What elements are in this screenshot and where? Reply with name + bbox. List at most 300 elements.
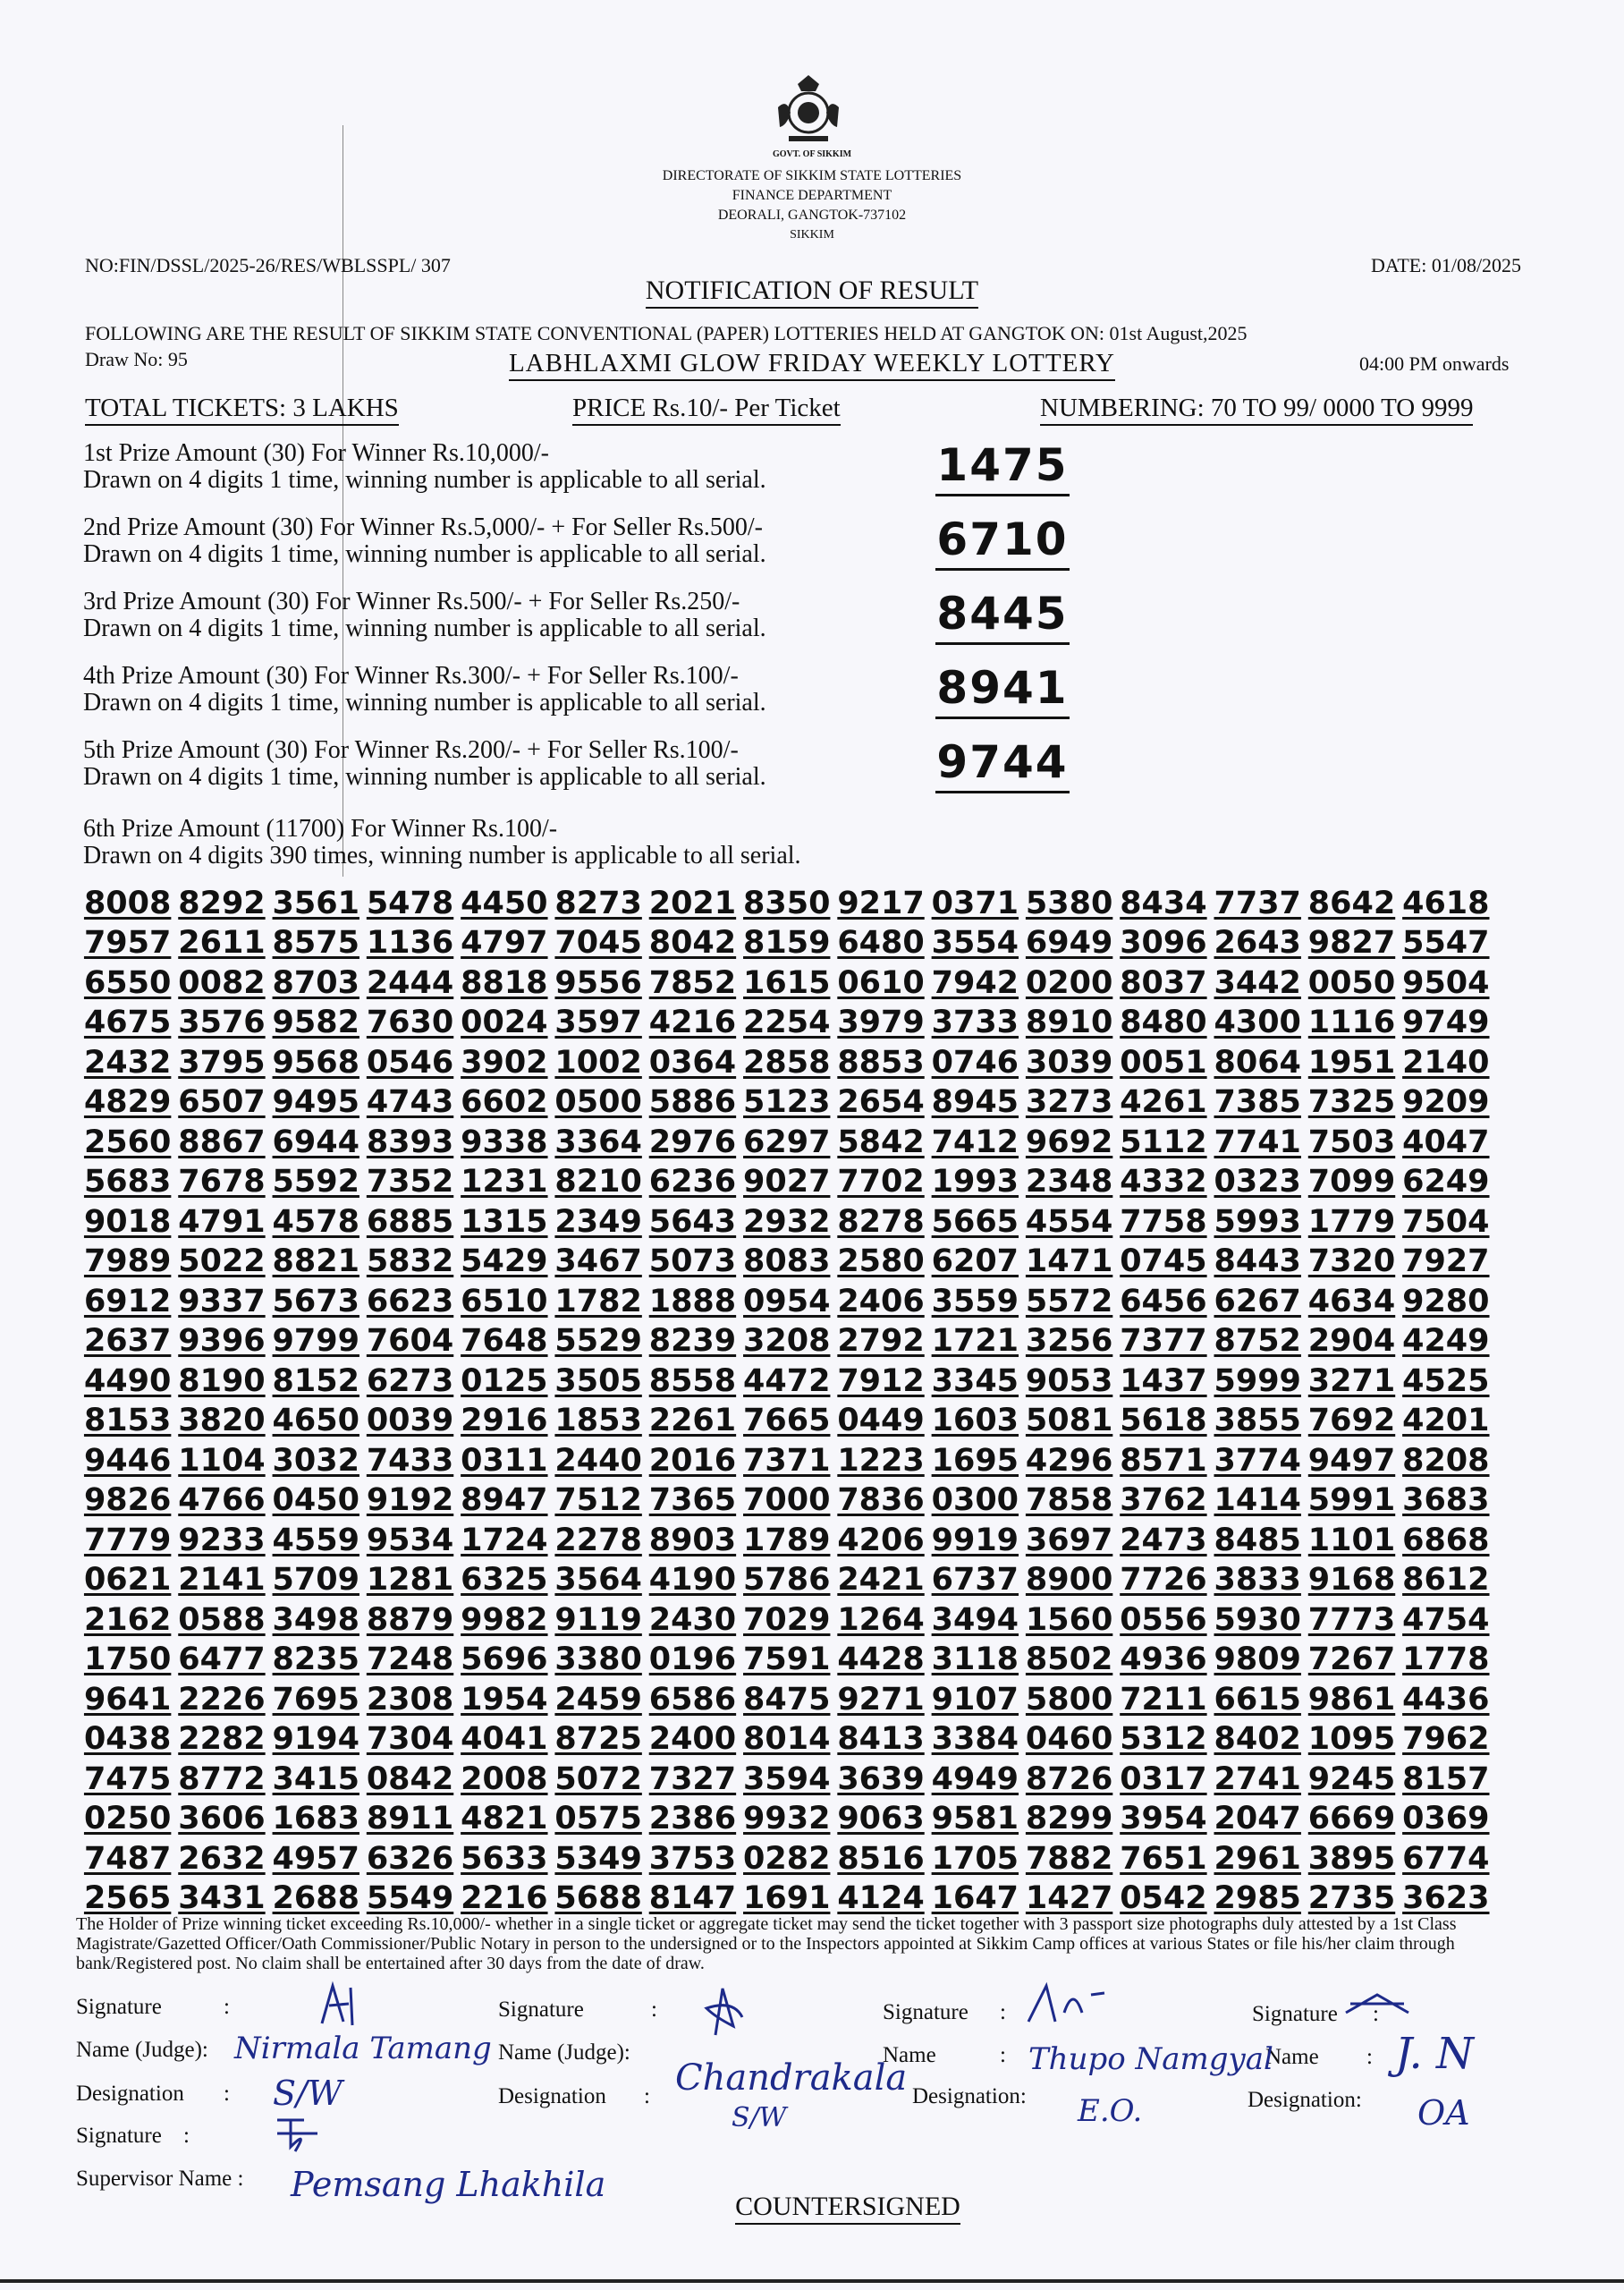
winning-number: 1683 xyxy=(272,1801,359,1836)
winning-number: 2611 xyxy=(178,925,266,961)
designation-label-3: Designation: xyxy=(912,2084,1027,2108)
winning-number: 6510 xyxy=(461,1283,548,1319)
winning-number: 8350 xyxy=(743,885,831,921)
winning-number: 1136 xyxy=(366,925,454,961)
winning-number: 2632 xyxy=(178,1840,266,1877)
winning-number: 4450 xyxy=(461,885,548,921)
winning-number: 3380 xyxy=(554,1641,642,1677)
winning-number: 2254 xyxy=(743,1005,831,1040)
prize-3-amount: 3rd Prize Amount (30) For Winner Rs.500/- + For Seller Rs.250/- xyxy=(83,588,740,615)
winning-number: 8443 xyxy=(1214,1243,1301,1279)
winning-number: 8821 xyxy=(272,1243,359,1279)
winning-number: 7512 xyxy=(554,1482,642,1518)
winning-number: 4754 xyxy=(1402,1601,1490,1638)
winning-number: 1281 xyxy=(366,1562,454,1598)
winning-number: 7504 xyxy=(1402,1203,1490,1240)
number-row xyxy=(80,1479,1493,1519)
winning-number: 3494 xyxy=(931,1601,1019,1638)
winning-number: 1778 xyxy=(1402,1641,1490,1677)
winning-number: 7433 xyxy=(366,1442,454,1479)
winning-number: 0449 xyxy=(837,1403,925,1438)
winning-number: 7325 xyxy=(1307,1084,1396,1120)
winning-number: 5786 xyxy=(743,1562,831,1598)
winning-number: 3954 xyxy=(1120,1801,1207,1836)
winning-number: 3096 xyxy=(1120,925,1207,961)
winning-number: 4296 xyxy=(1025,1442,1113,1479)
winning-number: 4578 xyxy=(272,1203,359,1240)
draw-number: Draw No: 95 xyxy=(85,348,188,370)
countersigned-wrap xyxy=(0,2192,1624,2222)
winning-number: 1560 xyxy=(1025,1601,1113,1638)
number-row xyxy=(80,1040,1493,1081)
winning-number: 2741 xyxy=(1214,1760,1301,1797)
winning-number: 3606 xyxy=(178,1801,266,1836)
notice-date: DATE: 01/08/2025 xyxy=(1371,254,1522,276)
winning-number: 6267 xyxy=(1214,1283,1301,1319)
winning-number: 8083 xyxy=(743,1243,831,1279)
winning-number: 1615 xyxy=(743,964,831,1001)
winning-number: 7377 xyxy=(1120,1323,1207,1359)
winning-number: 8752 xyxy=(1214,1323,1301,1359)
winning-number: 6774 xyxy=(1402,1840,1490,1877)
winning-number: 5081 xyxy=(1025,1403,1113,1438)
sig-label-3: Signature xyxy=(883,2000,968,2024)
winning-number: 8818 xyxy=(461,964,548,1001)
winning-number: 5696 xyxy=(461,1641,548,1677)
winning-number: 0282 xyxy=(743,1840,831,1877)
winning-number: 1954 xyxy=(461,1681,548,1718)
winning-number: 7651 xyxy=(1120,1840,1207,1877)
winning-number: 4634 xyxy=(1307,1283,1396,1319)
winning-number: 8147 xyxy=(648,1880,737,1916)
winning-number: 7648 xyxy=(461,1323,548,1359)
winning-number: 4650 xyxy=(272,1403,359,1438)
winning-number: 5993 xyxy=(1214,1203,1301,1240)
winning-number: 2444 xyxy=(366,964,454,1001)
judge1-name-handwritten: Nirmala Tamang xyxy=(234,2031,492,2066)
number-row xyxy=(80,1200,1493,1240)
winning-number: 8157 xyxy=(1402,1760,1490,1797)
winning-number: 7695 xyxy=(272,1681,359,1718)
winning-number: 7692 xyxy=(1307,1403,1396,1438)
winning-number: 0369 xyxy=(1402,1801,1490,1836)
winning-number: 7604 xyxy=(366,1323,454,1359)
winning-number: 4525 xyxy=(1402,1362,1490,1399)
winning-number: 4743 xyxy=(366,1084,454,1120)
winning-number: 7773 xyxy=(1307,1601,1396,1638)
winning-number: 8402 xyxy=(1214,1721,1301,1757)
winning-number: 0196 xyxy=(648,1641,737,1677)
number-row xyxy=(80,1160,1493,1200)
winning-number: 2140 xyxy=(1402,1044,1490,1081)
winning-number: 5991 xyxy=(1307,1482,1396,1518)
winning-number: 5478 xyxy=(366,885,454,921)
judge1-desig-handwritten: S/W xyxy=(273,2074,343,2113)
winning-number: 2021 xyxy=(648,885,737,921)
winning-number: 2226 xyxy=(178,1681,266,1718)
winning-number: 3271 xyxy=(1307,1362,1396,1399)
winning-number: 5572 xyxy=(1025,1283,1113,1319)
winning-number: 2278 xyxy=(554,1522,642,1558)
number-row xyxy=(80,1319,1493,1360)
winning-number: 7248 xyxy=(366,1641,454,1677)
winning-number: 2473 xyxy=(1120,1522,1207,1558)
winning-number: 6586 xyxy=(648,1681,737,1718)
winning-number: 2792 xyxy=(837,1323,925,1359)
winning-number: 2654 xyxy=(837,1084,925,1120)
winning-number: 8037 xyxy=(1120,964,1207,1001)
winning-number: 5665 xyxy=(931,1203,1019,1240)
winning-number: 2421 xyxy=(837,1562,925,1598)
winning-number: 1853 xyxy=(554,1403,642,1438)
winning-number: 2580 xyxy=(837,1243,925,1279)
winning-number: 8475 xyxy=(743,1681,831,1718)
number-row xyxy=(80,1718,1493,1758)
signature-scribble-4 xyxy=(1341,1986,1413,2022)
designation-colon-2: : xyxy=(644,2084,650,2108)
winning-number: 0039 xyxy=(366,1403,454,1438)
winning-number: 1315 xyxy=(461,1203,548,1240)
winning-number: 6868 xyxy=(1402,1522,1490,1558)
winning-number: 1414 xyxy=(1214,1482,1301,1518)
claim-instructions: The Holder of Prize winning ticket exceeding Rs.10,000/- whether in a single ticket or aggregate ticket may send the ticket together with 3 passport size photographs duly attested by a 1st Class Magistrate/Gazetted Officer/Oath Commissioner/Public Notary in person to the undersigned or to the Inspectors appointed at Sikkim Camp offices at various States or file his/her claim through bank/Registered post. No claim shall be entertained after 30 days from the date of draw. xyxy=(76,1914,1457,1973)
winning-number: 2637 xyxy=(83,1323,172,1359)
winning-number: 9827 xyxy=(1307,925,1396,961)
winning-number: 0745 xyxy=(1120,1243,1207,1279)
winning-number: 2349 xyxy=(554,1203,642,1240)
winning-number: 8910 xyxy=(1025,1005,1113,1040)
winning-number: 9534 xyxy=(366,1522,454,1558)
prize-1-rule: Drawn on 4 digits 1 time, winning number is applicable to all serial. xyxy=(83,466,766,494)
winning-number: 3415 xyxy=(272,1760,359,1797)
winning-number: 4124 xyxy=(837,1880,925,1916)
winning-number: 7741 xyxy=(1214,1124,1301,1160)
winning-number: 1721 xyxy=(931,1323,1019,1359)
winning-number: 8190 xyxy=(178,1362,266,1399)
winning-number: 6949 xyxy=(1025,925,1113,961)
winning-number: 3902 xyxy=(461,1044,548,1081)
prize-6-number-grid xyxy=(80,881,1493,1916)
org-line-4: SIKKIM xyxy=(790,228,834,242)
winning-number: 8208 xyxy=(1402,1442,1490,1479)
number-row xyxy=(80,1797,1493,1837)
name-colon-4: : xyxy=(1366,2045,1373,2069)
winning-number: 8903 xyxy=(648,1522,737,1558)
winning-number: 7385 xyxy=(1214,1084,1301,1120)
desig4-handwritten: OA xyxy=(1417,2093,1470,2133)
sig-label-4: Signature xyxy=(1252,2002,1338,2026)
winning-number: 0300 xyxy=(931,1482,1019,1518)
winning-number: 8945 xyxy=(931,1084,1019,1120)
signature-scribble-1 xyxy=(313,1979,367,2032)
winning-number: 9396 xyxy=(178,1323,266,1359)
winning-number: 9556 xyxy=(554,964,642,1001)
winning-number: 9749 xyxy=(1402,1005,1490,1040)
winning-number: 3697 xyxy=(1025,1522,1113,1558)
winning-number: 2308 xyxy=(366,1681,454,1718)
winning-number: 7882 xyxy=(1025,1840,1113,1877)
bottom-edge xyxy=(0,2279,1624,2283)
winning-number: 4618 xyxy=(1402,885,1490,921)
winning-number: 8153 xyxy=(83,1403,172,1438)
winning-number: 3118 xyxy=(931,1641,1019,1677)
winning-number: 5683 xyxy=(83,1164,172,1200)
winning-number: 7412 xyxy=(931,1124,1019,1160)
number-row xyxy=(80,1399,1493,1439)
winning-number: 2216 xyxy=(461,1880,548,1916)
prize-1-number: 1475 xyxy=(935,437,1070,496)
number-row xyxy=(80,1120,1493,1160)
winning-number: 8008 xyxy=(83,885,172,921)
winning-number: 8485 xyxy=(1214,1522,1301,1558)
winning-number: 3505 xyxy=(554,1362,642,1399)
number-row xyxy=(80,1877,1493,1917)
winning-number: 1101 xyxy=(1307,1522,1396,1558)
winning-number: 2282 xyxy=(178,1721,266,1757)
winning-number: 3442 xyxy=(1214,964,1301,1001)
winning-number: 5312 xyxy=(1120,1721,1207,1757)
winning-number: 0050 xyxy=(1307,964,1396,1001)
winning-number: 2688 xyxy=(272,1880,359,1916)
winning-number: 8480 xyxy=(1120,1005,1207,1040)
prize-5-amount: 5th Prize Amount (30) For Winner Rs.200/- + For Seller Rs.100/- xyxy=(83,736,739,764)
number-row xyxy=(80,881,1493,921)
winning-number: 3833 xyxy=(1214,1562,1301,1598)
winning-number: 3979 xyxy=(837,1005,925,1040)
winning-number: 6669 xyxy=(1307,1801,1396,1836)
winning-number: 2560 xyxy=(83,1124,172,1160)
winning-number: 8502 xyxy=(1025,1641,1113,1677)
winning-number: 3561 xyxy=(272,885,359,921)
winning-number: 3733 xyxy=(931,1005,1019,1040)
winning-number: 2858 xyxy=(743,1044,831,1081)
winning-number: 7029 xyxy=(743,1601,831,1638)
judge2-desig-handwritten: S/W xyxy=(732,2102,787,2133)
winning-number: 7475 xyxy=(83,1760,172,1797)
sig-colon-supervisor: : xyxy=(183,2124,190,2148)
winning-number: 8725 xyxy=(554,1721,642,1757)
winning-number: 1779 xyxy=(1307,1203,1396,1240)
winning-number: 9338 xyxy=(461,1124,548,1160)
winning-number: 6737 xyxy=(931,1562,1019,1598)
sig-label-supervisor: Signature xyxy=(76,2124,162,2148)
winning-number: 6297 xyxy=(743,1124,831,1160)
winning-number: 1705 xyxy=(931,1840,1019,1877)
winning-number: 8642 xyxy=(1307,885,1396,921)
winning-number: 8703 xyxy=(272,964,359,1001)
winning-number: 9233 xyxy=(178,1522,266,1558)
sig-colon-3: : xyxy=(1000,2000,1006,2024)
winning-number: 4957 xyxy=(272,1840,359,1877)
winning-number: 9280 xyxy=(1402,1283,1490,1319)
winning-number: 0250 xyxy=(83,1801,172,1836)
winning-number: 2047 xyxy=(1214,1801,1301,1836)
name-label-3: Name xyxy=(883,2043,936,2067)
winning-number: 7678 xyxy=(178,1164,266,1200)
winning-number: 5022 xyxy=(178,1243,266,1279)
winning-number: 1993 xyxy=(931,1164,1019,1200)
winning-number: 6207 xyxy=(931,1243,1019,1279)
winning-number: 2162 xyxy=(83,1601,172,1638)
org-line-1: DIRECTORATE OF SIKKIM STATE LOTTERIES xyxy=(662,168,962,183)
signature-scribble-5 xyxy=(268,2111,331,2156)
winning-number: 9861 xyxy=(1307,1681,1396,1718)
winning-number: 3256 xyxy=(1025,1323,1113,1359)
winning-number: 4949 xyxy=(931,1760,1019,1797)
winning-number: 7304 xyxy=(366,1721,454,1757)
winning-number: 4206 xyxy=(837,1522,925,1558)
reference-number: NO:FIN/DSSL/2025-26/RES/WBLSSPL/ 307 xyxy=(85,254,451,276)
org-line-2: FINANCE DEPARTMENT xyxy=(732,188,892,203)
winning-number: 7665 xyxy=(743,1403,831,1438)
winning-number: 2406 xyxy=(837,1283,925,1319)
winning-number: 9194 xyxy=(272,1721,359,1757)
winning-number: 8239 xyxy=(648,1323,737,1359)
winning-number: 8210 xyxy=(554,1164,642,1200)
winning-number: 0450 xyxy=(272,1482,359,1518)
winning-number: 1002 xyxy=(554,1044,642,1081)
winning-number: 5429 xyxy=(461,1243,548,1279)
notice-title: NOTIFICATION OF RESULT xyxy=(646,276,978,309)
winning-number: 9504 xyxy=(1402,964,1490,1001)
prize-3-rule: Drawn on 4 digits 1 time, winning number is applicable to all serial. xyxy=(83,615,766,642)
winning-number: 3039 xyxy=(1025,1044,1113,1081)
winning-number: 2430 xyxy=(648,1601,737,1638)
winning-number: 8014 xyxy=(743,1721,831,1757)
winning-number: 4436 xyxy=(1402,1681,1490,1718)
winning-number: 3895 xyxy=(1307,1840,1396,1877)
winning-number: 5549 xyxy=(366,1880,454,1916)
winning-number: 3820 xyxy=(178,1403,266,1438)
winning-number: 9919 xyxy=(931,1522,1019,1558)
winning-number: 2985 xyxy=(1214,1880,1301,1916)
winning-number: 4490 xyxy=(83,1362,172,1399)
prize-4-number: 8941 xyxy=(935,659,1070,719)
winning-number: 0546 xyxy=(366,1044,454,1081)
prize-2-amount: 2nd Prize Amount (30) For Winner Rs.5,000/- + For Seller Rs.500/- xyxy=(83,513,763,541)
winning-number: 8292 xyxy=(178,885,266,921)
winning-number: 7267 xyxy=(1307,1641,1396,1677)
number-row xyxy=(80,1677,1493,1718)
designation-label-1: Designation xyxy=(76,2082,184,2106)
designation-label-4: Designation: xyxy=(1248,2088,1362,2112)
winning-number: 9337 xyxy=(178,1283,266,1319)
winning-number: 5673 xyxy=(272,1283,359,1319)
winning-number: 3597 xyxy=(554,1005,642,1040)
winning-number: 2141 xyxy=(178,1562,266,1598)
winning-number: 7737 xyxy=(1214,885,1301,921)
winning-number: 5886 xyxy=(648,1084,737,1120)
winning-number: 7630 xyxy=(366,1005,454,1040)
supervisor-name-handwritten: Pemsang Lhakhila xyxy=(291,2165,606,2204)
winning-number: 0542 xyxy=(1120,1880,1207,1916)
winning-number: 1888 xyxy=(648,1283,737,1319)
winning-number: 7320 xyxy=(1307,1243,1396,1279)
winning-number: 6602 xyxy=(461,1084,548,1120)
winning-number: 8947 xyxy=(461,1482,548,1518)
winning-number: 1116 xyxy=(1307,1005,1396,1040)
winning-number: 0438 xyxy=(83,1721,172,1757)
sig-label-1: Signature xyxy=(76,1995,162,2019)
winning-number: 4332 xyxy=(1120,1164,1207,1200)
signature-scribble-2 xyxy=(698,1981,751,2044)
winning-number: 9209 xyxy=(1402,1084,1490,1120)
winning-number: 2400 xyxy=(648,1721,737,1757)
winning-number: 3762 xyxy=(1120,1482,1207,1518)
signature-scribble-3 xyxy=(1019,1977,1118,2031)
winning-number: 5643 xyxy=(648,1203,737,1240)
winning-number: 6456 xyxy=(1120,1283,1207,1319)
winning-number: 4216 xyxy=(648,1005,737,1040)
supervisor-name-label: Supervisor Name : xyxy=(76,2167,244,2191)
winning-number: 7912 xyxy=(837,1362,925,1399)
winning-number: 4559 xyxy=(272,1522,359,1558)
winning-number: 3559 xyxy=(931,1283,1019,1319)
winning-number: 7942 xyxy=(931,964,1019,1001)
winning-number: 6615 xyxy=(1214,1681,1301,1718)
sig-colon-2: : xyxy=(651,1997,657,2022)
winning-number: 8558 xyxy=(648,1362,737,1399)
winning-number: 8159 xyxy=(743,925,831,961)
winning-number: 6249 xyxy=(1402,1164,1490,1200)
number-row xyxy=(80,1081,1493,1121)
winning-number: 6550 xyxy=(83,964,172,1001)
winning-number: 5800 xyxy=(1025,1681,1113,1718)
winning-number: 9192 xyxy=(366,1482,454,1518)
winning-number: 7758 xyxy=(1120,1203,1207,1240)
winning-number: 1695 xyxy=(931,1442,1019,1479)
winning-number: 6507 xyxy=(178,1084,266,1120)
winning-number: 2735 xyxy=(1307,1880,1396,1916)
winning-number: 4300 xyxy=(1214,1005,1301,1040)
winning-number: 2348 xyxy=(1025,1164,1113,1200)
winning-number: 4249 xyxy=(1402,1323,1490,1359)
winning-number: 8042 xyxy=(648,925,737,961)
winning-number: 5930 xyxy=(1214,1601,1301,1638)
winning-number: 5112 xyxy=(1120,1124,1207,1160)
winning-number: 2976 xyxy=(648,1124,737,1160)
winning-number: 1264 xyxy=(837,1601,925,1638)
winning-number: 5709 xyxy=(272,1562,359,1598)
designation-label-2: Designation xyxy=(498,2084,606,2108)
winning-number: 4261 xyxy=(1120,1084,1207,1120)
winning-number: 4201 xyxy=(1402,1403,1490,1438)
winning-number: 9582 xyxy=(272,1005,359,1040)
winning-number: 2440 xyxy=(554,1442,642,1479)
numbering-range: NUMBERING: 70 TO 99/ 0000 TO 9999 xyxy=(1040,394,1473,423)
winning-number: 6477 xyxy=(178,1641,266,1677)
winning-number: 7487 xyxy=(83,1840,172,1877)
winning-number: 7852 xyxy=(648,964,737,1001)
winning-number: 6912 xyxy=(83,1283,172,1319)
winning-number: 1691 xyxy=(743,1880,831,1916)
ticket-price: PRICE Rs.10/- Per Ticket xyxy=(572,394,841,423)
prize-4-amount: 4th Prize Amount (30) For Winner Rs.300/- + For Seller Rs.100/- xyxy=(83,662,739,690)
winning-number: 7989 xyxy=(83,1243,172,1279)
winning-number: 3554 xyxy=(931,925,1019,961)
winning-number: 0746 xyxy=(931,1044,1019,1081)
winning-number: 9168 xyxy=(1307,1562,1396,1598)
sig-label-2: Signature xyxy=(498,1997,584,2022)
winning-number: 8516 xyxy=(837,1840,925,1877)
winning-number: 2386 xyxy=(648,1801,737,1836)
winning-number: 5380 xyxy=(1025,885,1113,921)
number-row xyxy=(80,1359,1493,1399)
winning-number: 7836 xyxy=(837,1482,925,1518)
winning-number: 2016 xyxy=(648,1442,737,1479)
winning-number: 4554 xyxy=(1025,1203,1113,1240)
winning-number: 3683 xyxy=(1402,1482,1490,1518)
